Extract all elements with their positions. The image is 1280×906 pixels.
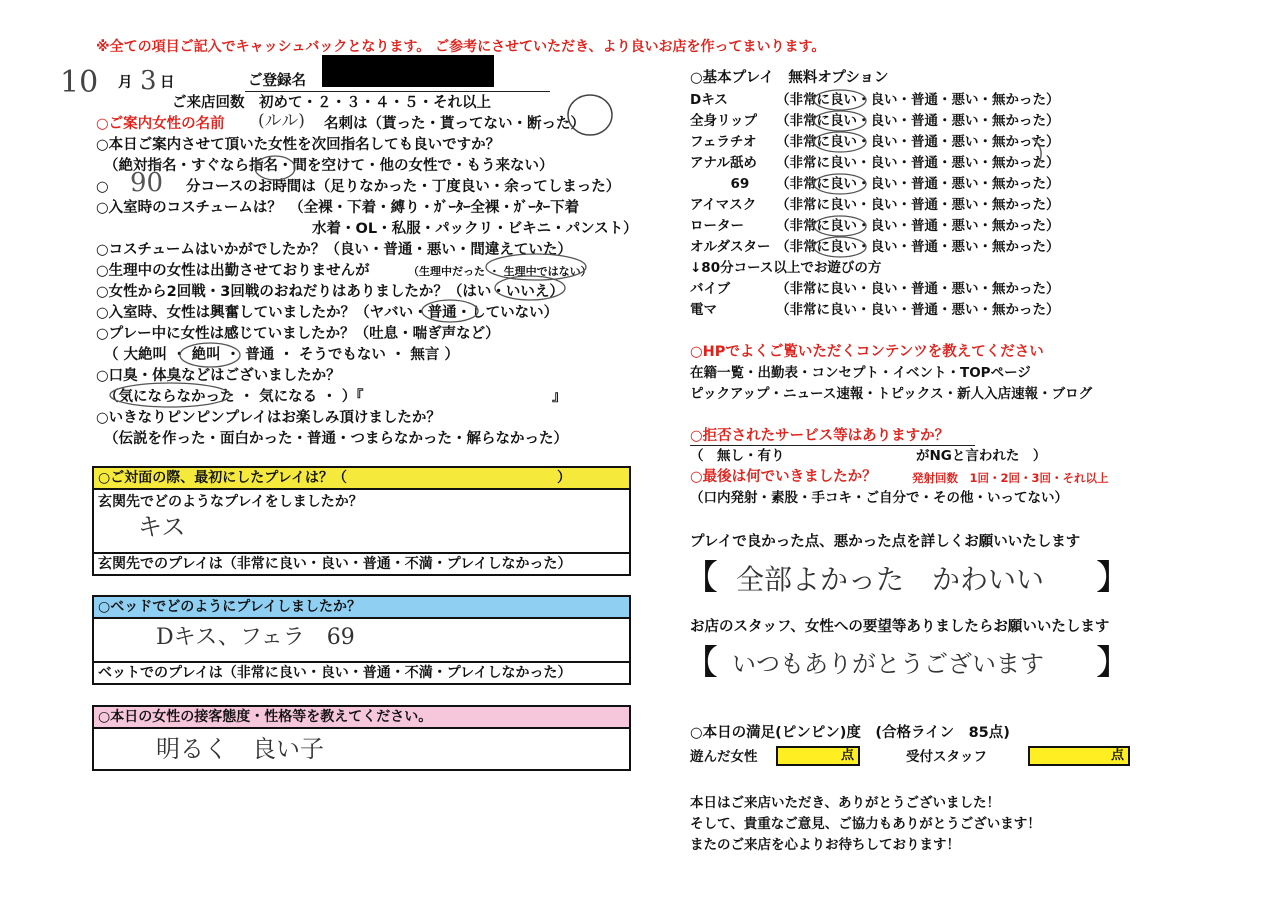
bed-play-handwritten: Dキス、フェラ 69 bbox=[156, 625, 355, 650]
hp-options-1: 在籍一覧・出勤表・コンセプト・イベント・TOPページ bbox=[690, 365, 1031, 381]
first-play-header: ○ご対面の際、最初にしたプレイは？（ ） bbox=[94, 468, 629, 490]
played-girl-label: 遊んだ女性 bbox=[690, 749, 758, 765]
option-rating-5: （非常に良い・良い・普通・悪い・無かった） bbox=[776, 197, 1060, 213]
renomination-options: （絶対指名・すぐなら指名・間を空けて・他の女性で・もう来ない） bbox=[104, 158, 554, 174]
option-name-1: 全身リップ bbox=[690, 113, 757, 129]
play-detail-open-bracket: 【 bbox=[684, 558, 718, 598]
first-play-box bbox=[92, 466, 631, 576]
option-name-5: アイマスク bbox=[690, 197, 757, 213]
cashback-notice: ※全ての項目ご記入でキャッシュバックとなります。 ご参考にさせていただき、より良いお店を作ってまいります。 bbox=[96, 39, 826, 55]
finish-options: （口内発射・素股・手コキ・ご自分で・その他・いってない） bbox=[690, 490, 1068, 506]
hp-question: ○HPでよくご覧いただくコンテンツを教えてください bbox=[690, 344, 1044, 360]
costume-question-cont: 水着・OL・私服・パックリ・ビキニ・パンスト） bbox=[312, 221, 638, 237]
staff-open-bracket: 【 bbox=[684, 643, 718, 683]
option-rating-7: （非常に良い・良い・普通・悪い・無かった） bbox=[776, 239, 1060, 255]
option-name-2: フェラチオ bbox=[690, 134, 757, 150]
option-name-7: オルダスター bbox=[690, 239, 771, 255]
felt-options: （ 大絶叫 ・ 絶叫 ・ 普通 ・ そうでもない ・ 無言 ） bbox=[104, 347, 459, 363]
odor-options: （気にならなかった ・ 気になる ・ ）『 bbox=[104, 389, 364, 405]
course-question: 分コースのお時間は（足りなかった・丁度良い・余ってしまった） bbox=[186, 179, 621, 195]
reception-staff-label: 受付スタッフ bbox=[906, 749, 987, 765]
option-rating-6: （非常に良い・良い・普通・悪い・無かった） bbox=[776, 218, 1060, 234]
entrance-play-handwritten: キス bbox=[138, 513, 186, 541]
day-label: 日 bbox=[160, 75, 175, 91]
bed-play-rating: ベットでのプレイは（非常に良い・良い・普通・不満・プレイしなかった） bbox=[98, 665, 572, 681]
staff-close-bracket: 】 bbox=[1096, 643, 1130, 683]
felt-question: ○プレー中に女性は感じていましたか？（吐息・喘ぎ声など） bbox=[96, 326, 500, 342]
register-name-label: ご登録名 bbox=[248, 73, 306, 89]
option-name-9: 電マ bbox=[690, 302, 717, 318]
hp-options-2: ピックアップ・ニュース速報・トピックス・新人入店速報・ブログ bbox=[690, 386, 1093, 402]
period-question: ○生理中の女性は出勤させておりませんが bbox=[96, 263, 370, 279]
option-name-4: 69 bbox=[690, 176, 750, 192]
month-number: 10 bbox=[60, 65, 99, 100]
option-rating-9: （非常に良い・良い・普通・悪い・無かった） bbox=[776, 302, 1060, 318]
attitude-box bbox=[92, 705, 631, 771]
pinpin-options: （伝説を作った・面白かった・普通・つまらなかった・解らなかった） bbox=[104, 431, 568, 447]
bed-play-box bbox=[92, 595, 631, 685]
played-girl-score: 点 bbox=[776, 746, 860, 766]
costume-rating: ○コスチュームはいかがでしたか？（良い・普通・悪い・間違えていた） bbox=[96, 242, 572, 258]
play-detail-close-bracket: 】 bbox=[1096, 558, 1130, 598]
thanks-line-2: そして、貴重なご意見、ご協力もありがとうございます！ bbox=[690, 816, 1041, 832]
finish-count: 発射回数 1回・2回・3回・それ以上 bbox=[912, 471, 1109, 485]
meishi-question: 名刺は（貰った・貰ってない・断った） bbox=[324, 116, 585, 132]
odor-question: ○口臭・体臭などはございましたか？ bbox=[96, 368, 341, 384]
option-rating-8: （非常に良い・良い・普通・悪い・無かった） bbox=[776, 281, 1060, 297]
play-detail-handwritten: 全部よかった かわいい bbox=[736, 563, 1045, 596]
over-80-note: ↓80分コース以上でお遊びの方 bbox=[690, 260, 882, 276]
refused-ng: がNGと言われた ） bbox=[916, 448, 1047, 464]
option-rating-1: （非常に良い・良い・普通・悪い・無かった） bbox=[776, 113, 1060, 129]
month-label: 月 bbox=[118, 75, 133, 91]
entrance-play-rating: 玄関先でのプレイは（非常に良い・良い・普通・不満・プレイしなかった） bbox=[98, 556, 572, 572]
basic-play-title: ○基本プレイ 無料オプション bbox=[690, 70, 889, 86]
staff-request-handwritten: いつもありがとうございます bbox=[732, 650, 1044, 678]
entrance-play-question: 玄関先でどのようなプレイをしましたか？ bbox=[98, 494, 363, 510]
period-options: （生理中だった ・ 生理中ではない） bbox=[408, 265, 592, 278]
attitude-handwritten: 明るく 良い子 bbox=[156, 735, 324, 763]
refused-options: （ 無し・有り bbox=[690, 448, 785, 464]
odor-close-bracket: 』 bbox=[552, 389, 567, 405]
day-number: 3 bbox=[140, 66, 157, 96]
pinpin-question: ○いきなりピンピンプレイはお楽しみ頂けましたか？ bbox=[96, 410, 441, 426]
staff-request-question: お店のスタッフ、女性への要望等ありましたらお願いいたします bbox=[690, 619, 1110, 635]
attitude-header: ○本日の女性の接客態度・性格等を教えてください。 bbox=[94, 707, 629, 729]
bed-play-header: ○ベッドでどのようにプレイしましたか？ bbox=[94, 597, 629, 619]
course-minutes-handwritten: 90 bbox=[130, 168, 164, 198]
option-name-3: アナル舐め bbox=[690, 155, 757, 171]
reception-staff-score: 点 bbox=[1028, 746, 1130, 766]
option-rating-4: （非常に良い・良い・普通・悪い・無かった） bbox=[776, 176, 1060, 192]
handwritten-marks bbox=[0, 0, 640, 460]
visit-count: ご来店回数 初めて・２・３・４・５・それ以上 bbox=[172, 95, 491, 111]
round2-question: ○女性から2回戦・3回戦のおねだりはありましたか？（はい・いいえ） bbox=[96, 284, 564, 300]
thanks-line-1: 本日はご来店いただき、ありがとうございました！ bbox=[690, 795, 1000, 811]
costume-question: ○入室時のコスチュームは？ （全裸・下着・縛り・ｶﾞｰﾀｰ全裸・ｶﾞｰﾀｰ下着 bbox=[96, 200, 580, 216]
refused-underline bbox=[690, 445, 975, 446]
renomination-question: ○本日ご案内させて頂いた女性を次回指名しても良いですか？ bbox=[96, 137, 501, 153]
course-prefix: ○ bbox=[96, 179, 109, 195]
guide-name-handwritten: (ルル) bbox=[258, 111, 305, 131]
option-name-6: ローター bbox=[690, 218, 744, 234]
option-name-0: Dキス bbox=[690, 92, 728, 108]
excited-question: ○入室時、女性は興奮していましたか？（ヤバい・普通・していない） bbox=[96, 305, 559, 321]
option-rating-3: （非常に良い・良い・普通・悪い・無かった） bbox=[776, 155, 1060, 171]
option-rating-2: （非常に良い・良い・普通・悪い・無かった） bbox=[776, 134, 1060, 150]
thanks-line-3: またのご来店を心よりお待ちしております！ bbox=[690, 837, 960, 853]
option-rating-0: （非常に良い・良い・普通・悪い・無かった） bbox=[776, 92, 1060, 108]
play-detail-question: プレイで良かった点、悪かった点を詳しくお願いいたします bbox=[690, 534, 1081, 550]
right-handwritten-marks bbox=[800, 88, 1000, 308]
refused-question: ○拒否されたサービス等はありますか？ bbox=[690, 428, 950, 444]
finish-question: ○最後は何でいきましたか？ bbox=[690, 469, 877, 485]
guide-name-label: ○ご案内女性の名前 bbox=[96, 116, 225, 132]
satisfaction-title: ○本日の満足(ピンピン)度 (合格ライン 85点) bbox=[690, 725, 1010, 741]
option-name-8: バイブ bbox=[690, 281, 731, 297]
